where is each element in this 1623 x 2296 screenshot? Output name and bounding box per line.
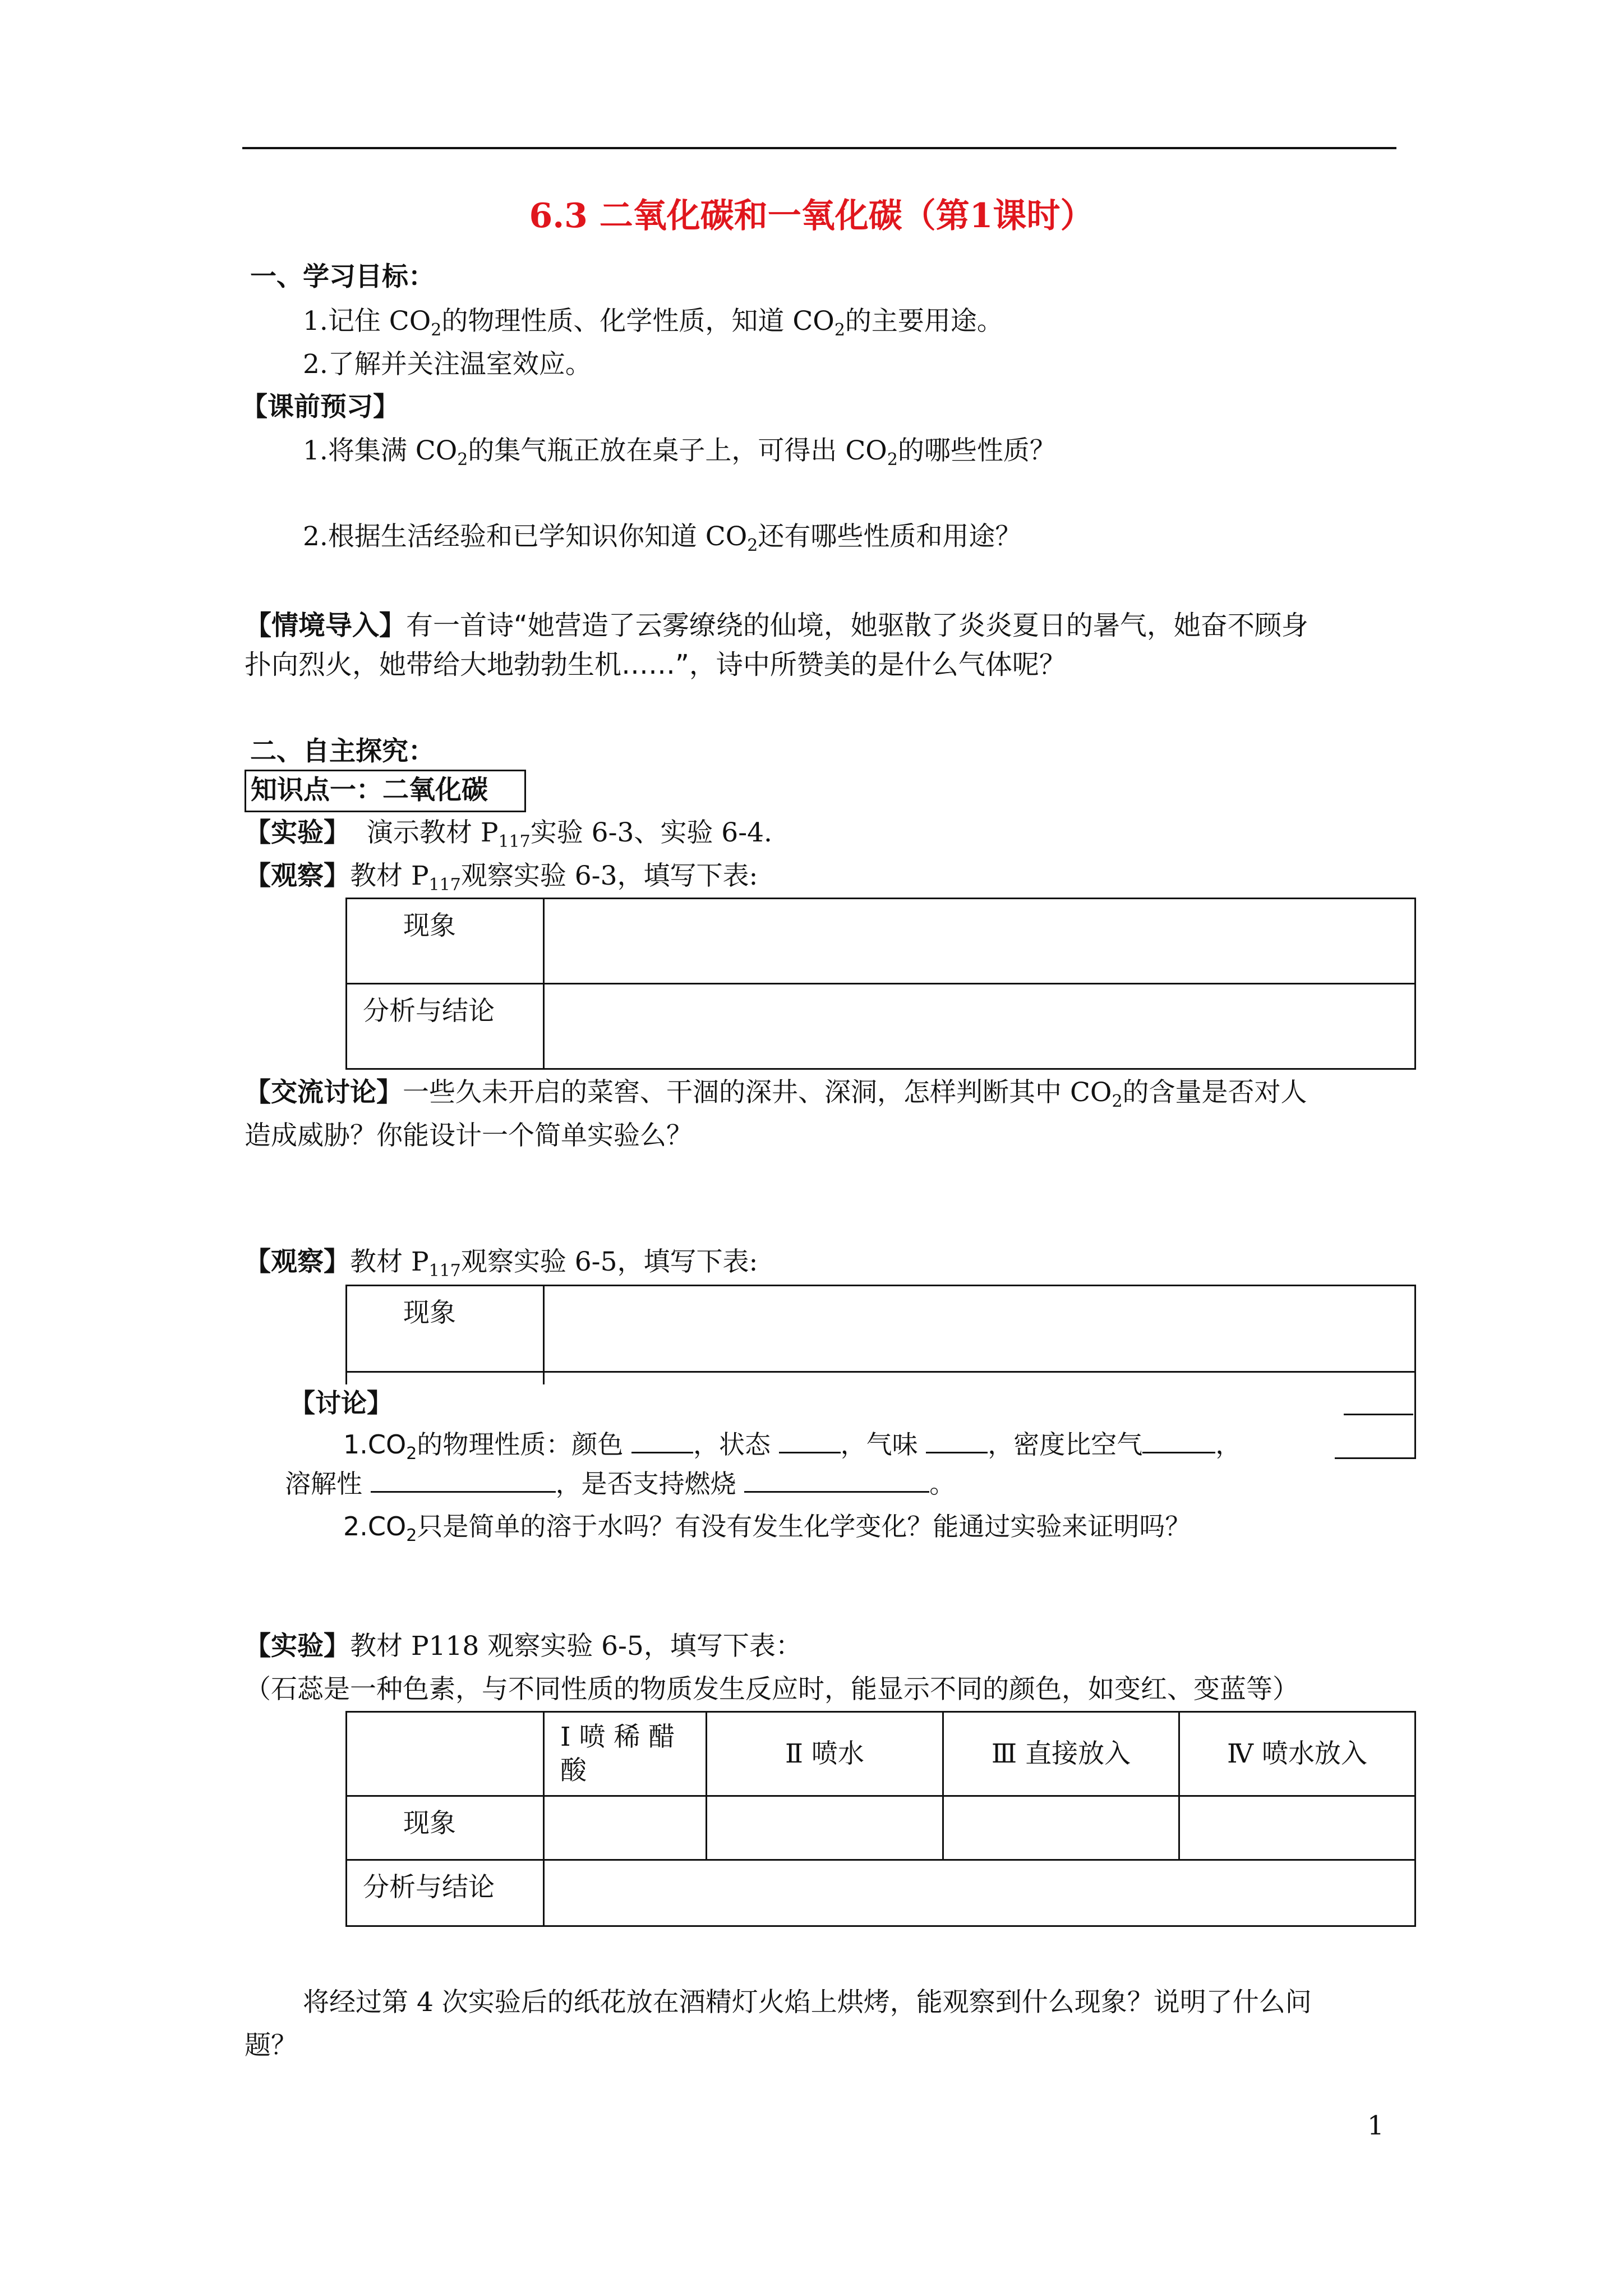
preview-q1-part-b: 的集气瓶正放在桌子上，可得出 CO [468, 435, 887, 466]
scenario-intro-line-2: 扑向烈火，她带给大地勃勃生机……”，诗中所赞美的是什么气体呢？ [245, 649, 1066, 680]
experiment-line-3 [245, 1630, 802, 1663]
preview-question-1: 1.将集满 $CO_2$的集气瓶正放在桌子上，可得出 $CO_2$的哪些性质？ [303, 435, 1056, 470]
discussion-line-2: 造成威胁？你能设计一个简单实验么？ [245, 1120, 693, 1151]
observation-line-2 [245, 1245, 758, 1279]
scenario-intro-line-1 [245, 606, 1308, 645]
preview-heading: 【课前预习】 [241, 392, 399, 422]
litmus-cell-2[interactable] [707, 1796, 943, 1860]
page-number: 1 [1367, 2110, 1384, 2141]
litmus-cell-3[interactable] [943, 1796, 1179, 1860]
talk-q1-comma: ， [1215, 1429, 1242, 1460]
table1-label-phenomenon: 现象 [347, 899, 544, 984]
talk-q1-density: ，密度比空气 [988, 1429, 1143, 1460]
talk-q1-color: 的物理性质：颜色 [417, 1429, 624, 1460]
goal-1-part-b: 的物理性质、化学性质，知道 CO [441, 306, 834, 337]
experiment-text-1a: 演示教材 P [366, 817, 499, 848]
preview-q2-part-b: 还有哪些性质和用途？ [758, 521, 1022, 552]
preview-q2-part-a: 2.根据生活经验和已学知识你知道 CO [303, 521, 748, 552]
talk-question-2: $2.CO_2$只是简单的溶于水吗？有没有发生化学变化？能通过实验来证明吗？ [343, 1511, 1191, 1545]
experiment-text-1b: 实验 6-3、实验 6-4. [530, 817, 772, 848]
density-blank[interactable] [1142, 1425, 1215, 1453]
discussion-label: 【交流讨论】 [245, 1077, 403, 1108]
litmus-cell-analysis[interactable] [544, 1860, 1415, 1926]
section-heading-explore: 二、自主探究： [250, 736, 435, 767]
talk-q1-co: 1.CO [343, 1429, 407, 1460]
knowledge-point-label: 知识点一：二氧化碳 [251, 775, 488, 806]
observation-label-2: 【观察】 [245, 1246, 350, 1277]
talk-question-1-line-1: $1.CO_2$的物理性质：颜色 ，状态 ，气味 ，密度比空气 ， [343, 1425, 1241, 1463]
discussion-text-1b: 的含量是否对人 [1122, 1077, 1307, 1108]
table1-cell-analysis[interactable] [544, 984, 1415, 1069]
state-blank[interactable] [779, 1425, 841, 1453]
observation-text-1b: 观察实验 6-3，填写下表: [460, 861, 758, 891]
top-rule [242, 147, 1396, 149]
litmus-label-analysis: 分析与结论 [347, 1860, 544, 1926]
scenario-intro-text-1: 有一首诗“她营造了云雾缭绕的仙境，她驱散了炎炎夏日的暑气，她奋不顾身 [406, 610, 1308, 641]
table2-label-phenomenon: 现象 [347, 1286, 544, 1372]
experiment-line-1 [245, 816, 772, 850]
experiment-label-3: 【实验】 [245, 1631, 350, 1662]
table1-label-analysis: 分析与结论 [347, 984, 544, 1069]
talk-q1-solubility: 溶解性 [285, 1469, 362, 1499]
litmus-header-water-then: Ⅳ 喷水放入 [1179, 1712, 1415, 1796]
talk-label: 【讨论】 [289, 1388, 393, 1418]
litmus-header-direct: Ⅲ 直接放入 [943, 1712, 1179, 1796]
combustion-blank[interactable] [744, 1464, 929, 1493]
knowledge-point-box [245, 770, 526, 812]
goal-1: 1.记住 $CO_2$的物理性质、化学性质，知道 $CO_2$的主要用途。 [303, 306, 1003, 340]
talk-q1-period: 。 [929, 1469, 956, 1499]
observation-table-1 [345, 898, 1416, 1070]
page-title: 6.3 二氧化碳和一氧化碳（第1课时） [529, 196, 1094, 236]
litmus-label-phenomenon: 现象 [347, 1796, 544, 1860]
observation-text-1a: 教材 P [350, 861, 429, 891]
goal-1-part-a: 1.记住 CO [303, 306, 431, 337]
discussion-text-1a: 一些久未开启的菜窖、干涸的深井、深洞，怎样判断其中 CO [403, 1077, 1112, 1108]
litmus-table [345, 1711, 1416, 1927]
final-question-line-1: 将经过第 4 次实验后的纸花放在酒精灯火焰上烘烤，能观察到什么现象？说明了什么问 [303, 1987, 1312, 2018]
observation-text-2a: 教材 P [350, 1246, 429, 1277]
litmus-cell-1[interactable] [544, 1796, 707, 1860]
observation-page-sub-2: 117 [428, 1261, 461, 1281]
section-heading-goals: 一、学习目标： [250, 261, 435, 292]
talk-q1-odor: ，气味 [840, 1429, 918, 1460]
scenario-intro-label: 【情境导入】 [245, 610, 407, 641]
goal-1-part-c: 的主要用途。 [845, 306, 1003, 337]
talk-q1-state: ，状态 [693, 1429, 771, 1460]
table2-cell-phenomenon[interactable] [544, 1286, 1415, 1372]
discussion-line-1: 【交流讨论】一些久未开启的菜窖、干涸的深井、深洞，怎样判断其中 $CO_2$的含量是否对人 [245, 1077, 1307, 1111]
table1-cell-phenomenon[interactable] [544, 899, 1415, 984]
litmus-cell-4[interactable] [1179, 1796, 1415, 1860]
table2-edge-fragment [1344, 1414, 1413, 1415]
experiment-label-1: 【实验】 [245, 817, 350, 848]
goal-2: 2.了解并关注温室效应。 [303, 349, 592, 380]
observation-text-2b: 观察实验 6-5，填写下表: [460, 1246, 758, 1277]
odor-blank[interactable] [926, 1425, 988, 1453]
talk-q1-combustion: ，是否支持燃烧 [555, 1469, 736, 1499]
final-question-line-2: 题？ [245, 2030, 297, 2061]
litmus-header-water: Ⅱ 喷水 [707, 1712, 943, 1796]
experiment-text-3: 教材 P118 观察实验 6-5，填写下表： [350, 1631, 802, 1662]
talk-question-1-line-2 [285, 1464, 955, 1502]
observation-label-1: 【观察】 [245, 861, 350, 891]
preview-question-2: 2.根据生活经验和已学知识你知道 $CO_2$还有哪些性质和用途？ [303, 521, 1022, 555]
observation-line-1 [245, 859, 758, 893]
preview-q1-part-a: 1.将集满 CO [303, 435, 458, 466]
color-blank[interactable] [631, 1425, 693, 1453]
observation-page-sub-1: 117 [428, 875, 461, 895]
litmus-header-vinegar: Ⅰ 喷 稀 醋 酸 [544, 1712, 707, 1796]
preview-q1-part-c: 的哪些性质？ [897, 435, 1056, 466]
litmus-note: （石蕊是一种色素，与不同性质的物质发生反应时，能显示不同的颜色，如变红、变蓝等） [245, 1674, 1299, 1705]
talk-q2-text: 只是简单的溶于水吗？有没有发生化学变化？能通过实验来证明吗？ [417, 1511, 1191, 1542]
solubility-blank[interactable] [371, 1464, 556, 1493]
litmus-table-corner [347, 1712, 544, 1796]
talk-q2-co: 2.CO [343, 1511, 407, 1542]
experiment-page-sub-1: 117 [498, 832, 531, 852]
